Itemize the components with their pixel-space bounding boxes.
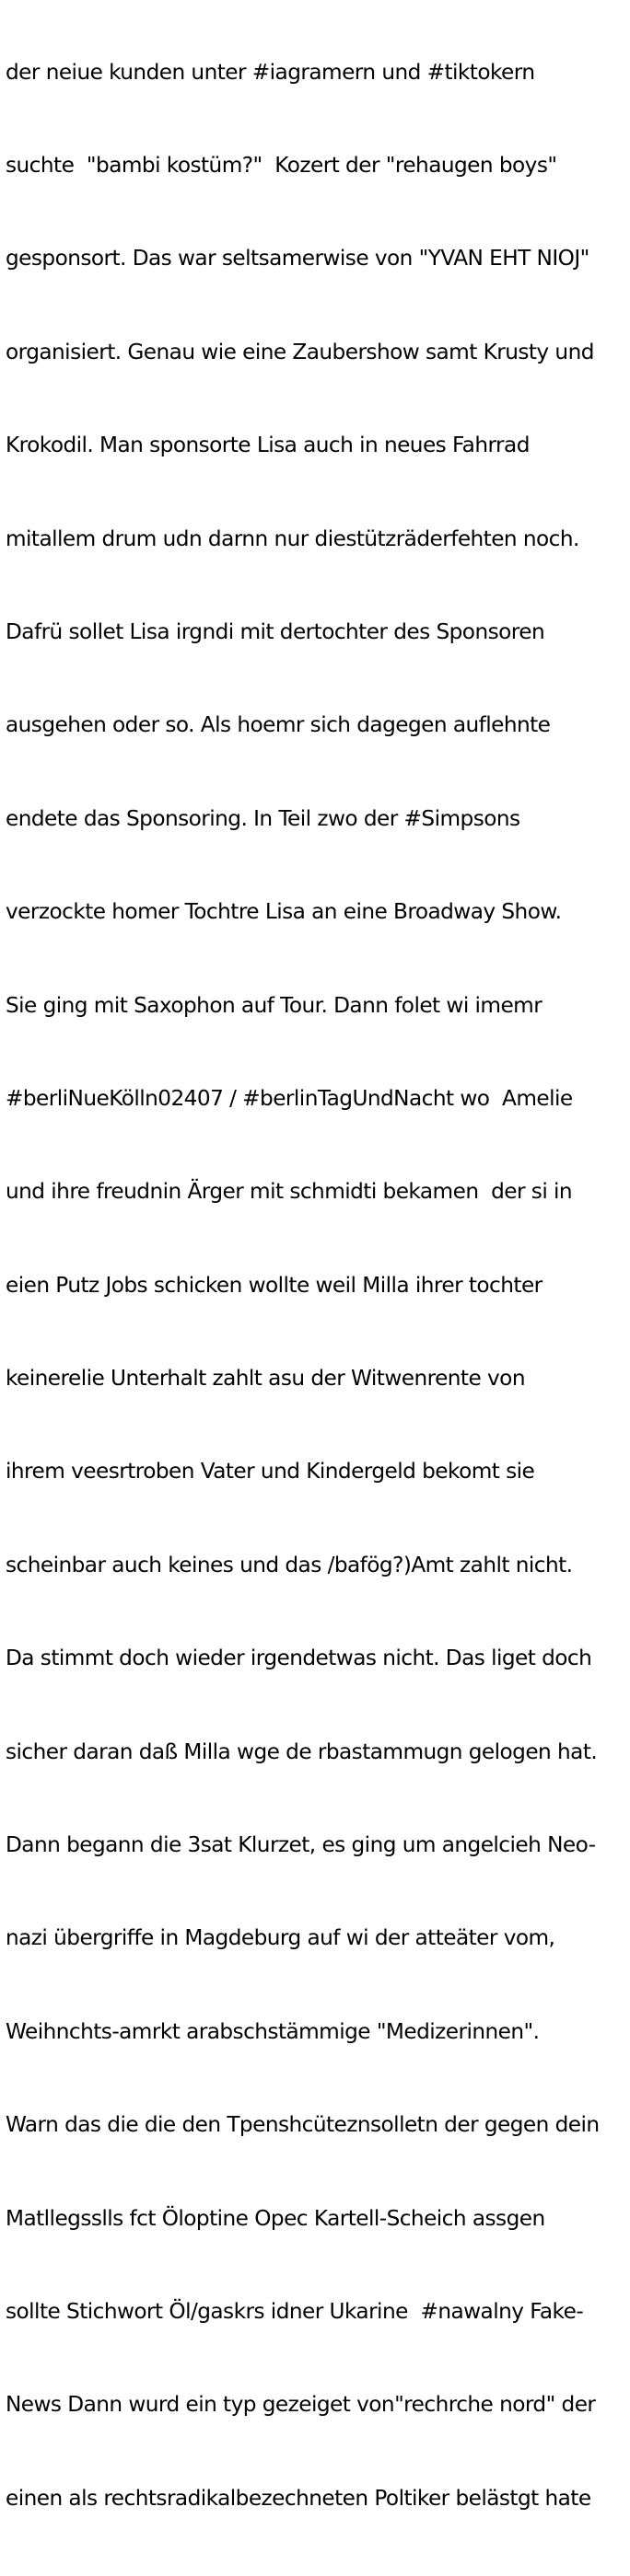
text-line: scheinbar auch keines und das /bafög?)Amt zahlt nicht. [6, 1552, 573, 1577]
text-line: Warn das die die den Tpenshcüteznsolletn der gegen dein [6, 2112, 600, 2138]
text-line: nazi übergriffe in Magdeburg auf wi der atteäter vom, [6, 1925, 555, 1951]
text-line: ihrem veesrtroben Vater und Kindergeld bekomt sie [6, 1459, 535, 1484]
text-line: ausgehen oder so. Als hoemr sich dagegen auflehnte [6, 712, 551, 738]
text-line: sollte Stichwort Öl/gaskrs idner Ukarine #nawalny Fake- [6, 2298, 584, 2324]
text-line: News Dann wurd ein typ gezeiget von"rechrche nord" der [6, 2392, 596, 2418]
text-line: gesponsort. Das war seltsamerwise von "YVAN EHT NIOJ" [6, 246, 589, 271]
text-line: #berliNueKölln02407 / #berlinTagUndNacht wo Amelie [6, 1085, 573, 1111]
text-line: Dann begann die 3sat Klurzet, es ging um angelcieh Neo- [6, 1832, 596, 1858]
text-line: endete das Sponsoring. In Teil zwo der #Simpsons [6, 805, 520, 831]
text-line: der neiue kunden unter #iagramern und #tiktokern [6, 59, 535, 85]
text-line: Dafrü sollet Lisa irgndi mit dertochter des Sponsoren [6, 618, 545, 644]
text-line: suchte "bambi kostüm?" Kozert der "rehaugen boys" [6, 152, 557, 178]
text-line: keinerelie Unterhalt zahlt asu der Witwenrente von [6, 1366, 525, 1392]
text-line: sicher daran daß Milla wge de rbastammugn gelogen hat. [6, 1739, 598, 1764]
text-line: und ihre freudnin Ärger mit schmidti bekamen der si in [6, 1179, 573, 1205]
text-line: Sie ging mit Saxophon auf Tour. Dann folet wi imemr [6, 992, 542, 1018]
text-line: eien Putz Jobs schicken wollte weil Milla ihrer tochter [6, 1272, 542, 1298]
text-line: Weihnchts-amrkt arabschstämmige "Medizerinnen". [6, 2018, 540, 2044]
text-line: einen als rechtsradikalbezechneten Poltiker belästgt hate [6, 2485, 591, 2511]
text-line: verzockte homer Tochtre Lisa an eine Broadway Show. [6, 899, 562, 925]
text-line: Da stimmt doch wieder irgendetwas nicht. Das liget doch [6, 1646, 592, 1671]
text-line: organisiert. Genau wie eine Zaubershow samt Krusty und [6, 339, 594, 364]
document-text [6, 0, 630, 2576]
text-line: Matllegsslls fct Öloptine Opec Kartell-Scheich assgen [6, 2205, 545, 2231]
text-line: Krokodil. Man sponsorte Lisa auch in neues Fahrrad [6, 433, 530, 458]
text-line: mitallem drum udn darnn nur diestützräderfehten noch. [6, 526, 579, 551]
